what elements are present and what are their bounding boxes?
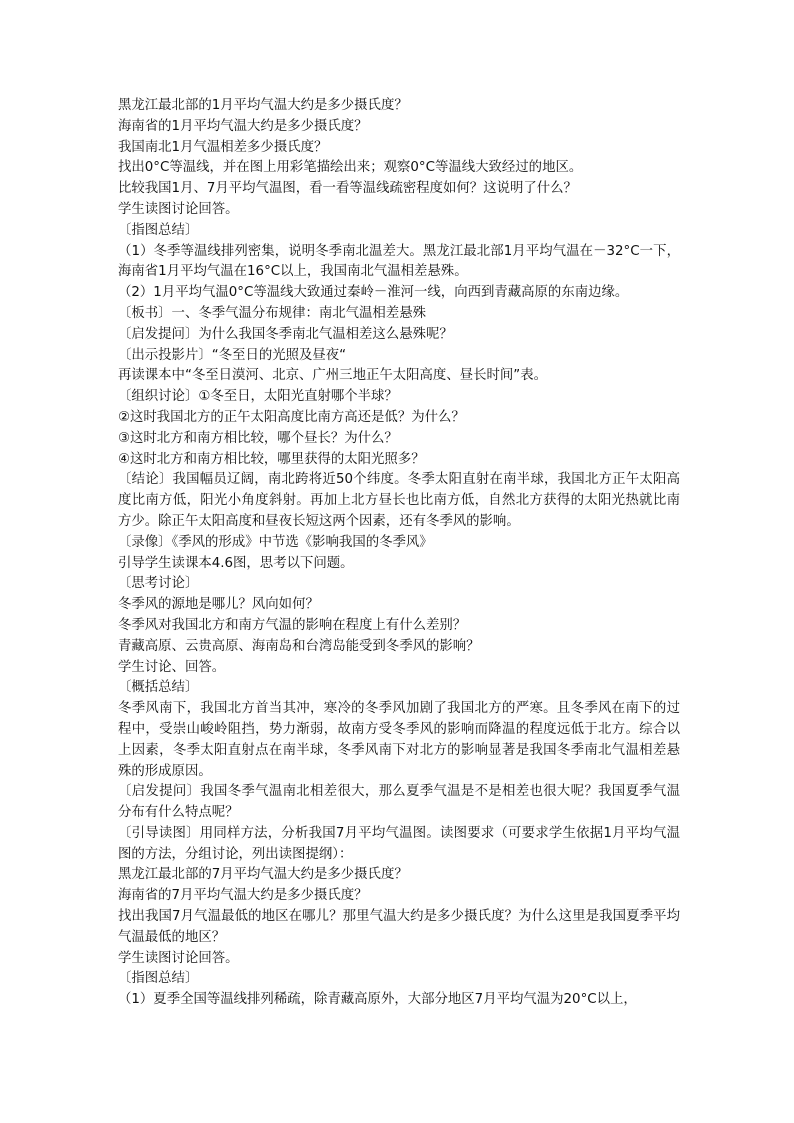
question-line: 我国南北1月气温相差多少摄氏度？ (118, 139, 328, 155)
section-heading: 〔概括总结〕 (118, 680, 199, 696)
video-line: 〔录像〕《季风的形成》中节选《影响我国的冬季风》 (118, 534, 433, 550)
question-line: 比较我国1月、7月平均气温图，看一看等温线疏密程度如何？这说明了什么？ (118, 181, 577, 197)
question-line: 黑龙江最北部的1月平均气温大约是多少摄氏度？ (118, 98, 408, 113)
board-note: 〔板书〕一、冬季气温分布规律：南北气温相差悬殊 (118, 305, 426, 321)
question-line: 找出0°C等温线，并在图上用彩笔描绘出来；观察0°C等温线大致经过的地区。 (118, 160, 583, 176)
reading-guide-paragraph: 〔引导读图〕用同样方法，分析我国7月平均气温图。读图要求（可要求学生依据1月平均气温图的方法，分组讨论，列出读图提纲）： (118, 825, 680, 862)
discussion-line: ④这时北方和南方相比较，哪里获得的太阳光照多？ (118, 451, 425, 467)
question-line: 冬季风的源地是哪儿？风向如何？ (118, 597, 319, 613)
question-line: 冬季风对我国北方和南方气温的影响在程度上有什么差别？ (118, 617, 467, 633)
summary-line: （1）夏季全国等温线排列稀疏，除青藏高原外，大部分地区7月平均气温为20°C以上， (118, 992, 637, 1008)
prompt-paragraph: 〔启发提问〕我国冬季气温南北相差很大，那么夏季气温是不是相差也很大呢？我国夏季气温分布有什么特点呢？ (118, 784, 680, 821)
prompt-line: 〔出示投影片〕“冬至日的光照及昼夜“ (118, 347, 347, 363)
text-line: 学生讨论、回答。 (118, 659, 226, 675)
conclusion-paragraph: 〔结论〕我国幅员辽阔，南北跨将近50个纬度。冬季太阳直射在南半球，我国北方正午太阳高度比南方低，阳光小角度斜射。再加上北方昼长也比南方低，自然北方获得的太阳光热就比南方少。除正午太阳高度和昼夜长短这两个因素，还有冬季风的影响。 (118, 472, 680, 529)
question-paragraph: 找出我国7月气温最低的地区在哪儿？那里气温大约是多少摄氏度？为什么这里是我国夏季平均气温最低的地区？ (118, 909, 680, 945)
summary-line: （2）1月平均气温0°C等温线大致通过秦岭－淮河一线，向西到青藏高原的东南边缘。 (118, 285, 629, 301)
discussion-line: ③这时北方和南方相比较，哪个昼长？为什么？ (118, 430, 398, 446)
section-heading: 〔指图总结〕 (118, 971, 199, 987)
question-line: 青藏高原、云贵高原、海南岛和台湾岛能受到冬季风的影响？ (118, 638, 480, 654)
discussion-line: 〔组织讨论〕①冬至日，太阳光直射哪个半球？ (118, 389, 398, 405)
question-line: 海南省的1月平均气温大约是多少摄氏度？ (118, 118, 368, 134)
discussion-line: ②这时我国北方的正午太阳高度比南方高还是低？为什么？ (118, 409, 465, 425)
text-line: 再读课本中“冬至日漠河、北京、广州三地正午太阳高度、昼长时间”表。 (118, 368, 547, 384)
question-line: 海南省的7月平均气温大约是多少摄氏度？ (118, 888, 368, 904)
text-line: 引导学生读课本4.6图，思考以下问题。 (118, 555, 354, 571)
section-heading: 〔指图总结〕 (118, 222, 199, 238)
section-heading: 〔思考讨论〕 (118, 576, 199, 592)
summary-paragraph: （1）冬季等温线排列密集，说明冬季南北温差大。黑龙江最北部1月平均气温在－32°C一下，海南省1月平均气温在16°C以上，我国南北气温相差悬殊。 (118, 243, 680, 280)
prompt-line: 〔启发提问〕为什么我国冬季南北气温相差这么悬殊呢？ (118, 326, 453, 342)
text-line: 学生读图讨论回答。 (118, 201, 239, 217)
summary-paragraph: 冬季风南下，我国北方首当其冲，寒冷的冬季风加剧了我国北方的严寒。且冬季风在南下的过程中，受崇山峻岭阻挡，势力渐弱，故南方受冬季风的影响而降温的程度远低于北方。综合以上因素，冬季太阳直射点在南半球，冬季风南下对北方的影响显著是我国冬季南北气温相差悬殊的形成原因。 (118, 701, 680, 779)
text-line: 学生读图讨论回答。 (118, 950, 239, 966)
document-page (118, 96, 680, 1011)
question-line: 黑龙江最北部的7月平均气温大约是多少摄氏度？ (118, 867, 408, 883)
